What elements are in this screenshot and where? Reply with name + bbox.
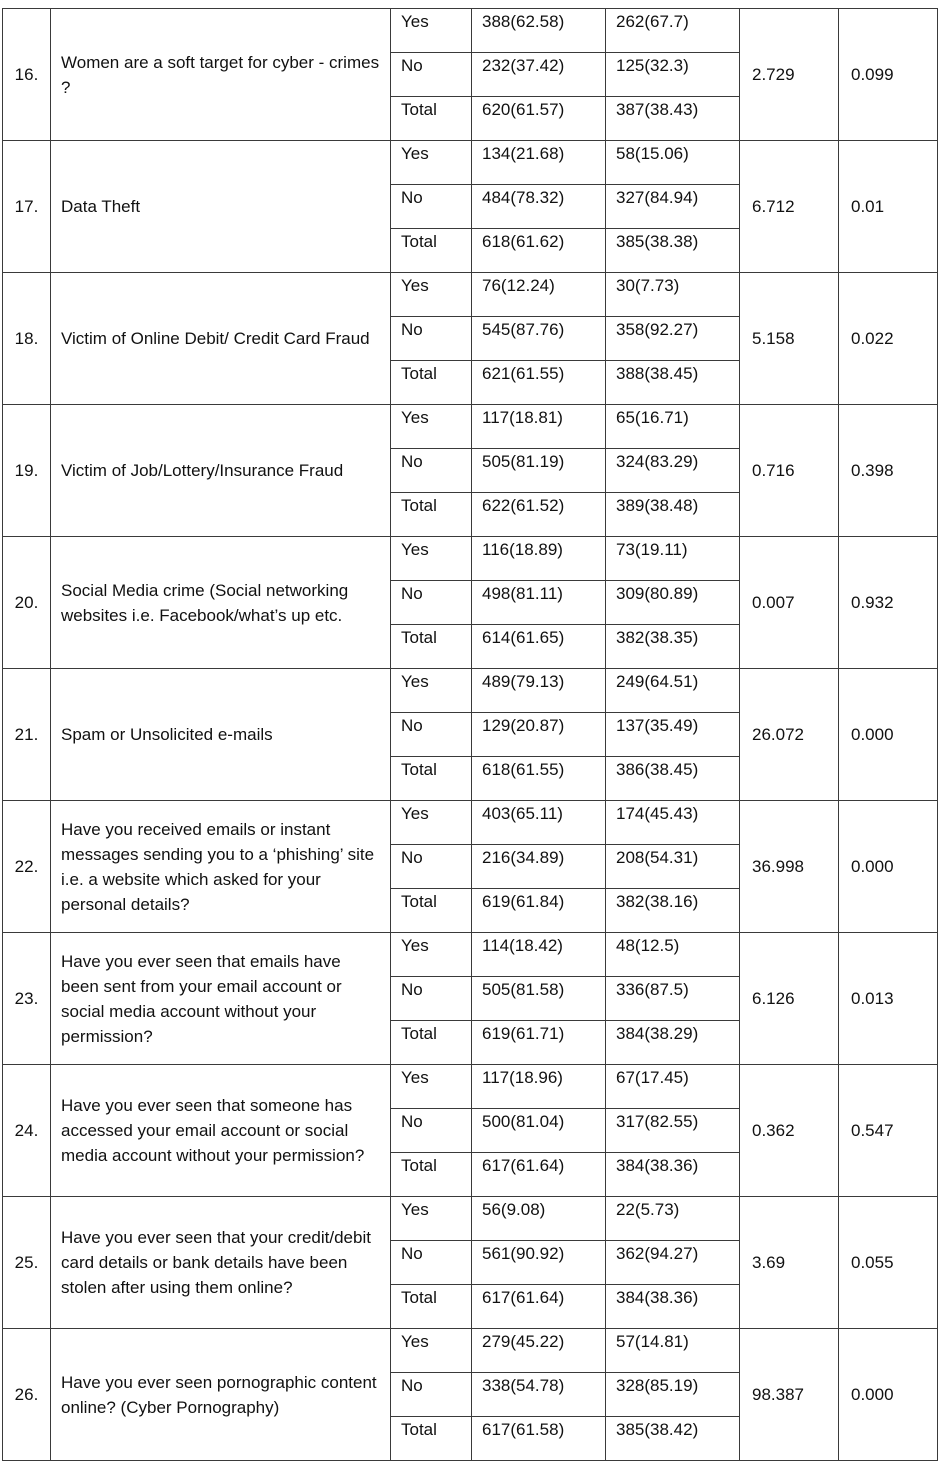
group-1-value: 621(61.55) <box>472 361 606 405</box>
group-2-value: 386(38.45) <box>606 757 740 801</box>
group-2-value: 327(84.94) <box>606 185 740 229</box>
group-2-value: 48(12.5) <box>606 933 740 977</box>
question-text: Have you received emails or instant messages sending you to a ‘phishing’ site i.e. a website which asked for your personal details? <box>51 801 391 933</box>
group-1-value: 545(87.76) <box>472 317 606 361</box>
p-value: 0.000 <box>839 801 938 933</box>
question-text: Spam or Unsolicited e-mails <box>51 669 391 801</box>
response-label: Yes <box>391 405 472 449</box>
response-label: Total <box>391 1417 472 1461</box>
response-label: No <box>391 1241 472 1285</box>
response-label: No <box>391 581 472 625</box>
p-value: 0.01 <box>839 141 938 273</box>
group-1-value: 279(45.22) <box>472 1329 606 1373</box>
chi-square-value: 2.729 <box>740 9 839 141</box>
question-number: 18. <box>3 273 51 405</box>
group-1-value: 338(54.78) <box>472 1373 606 1417</box>
group-1-value: 56(9.08) <box>472 1197 606 1241</box>
table-row <box>3 669 938 713</box>
group-2-value: 22(5.73) <box>606 1197 740 1241</box>
question-text: Victim of Job/Lottery/Insurance Fraud <box>51 405 391 537</box>
response-label: Yes <box>391 273 472 317</box>
group-2-value: 385(38.38) <box>606 229 740 273</box>
response-label: No <box>391 713 472 757</box>
group-1-value: 116(18.89) <box>472 537 606 581</box>
group-1-value: 500(81.04) <box>472 1109 606 1153</box>
group-2-value: 125(32.3) <box>606 53 740 97</box>
group-2-value: 262(67.7) <box>606 9 740 53</box>
response-label: Total <box>391 493 472 537</box>
group-2-value: 67(17.45) <box>606 1065 740 1109</box>
group-2-value: 328(85.19) <box>606 1373 740 1417</box>
group-2-value: 387(38.43) <box>606 97 740 141</box>
group-2-value: 358(92.27) <box>606 317 740 361</box>
table-row <box>3 537 938 581</box>
response-label: No <box>391 53 472 97</box>
question-text: Women are a soft target for cyber - crimes ? <box>51 9 391 141</box>
response-label: Yes <box>391 9 472 53</box>
response-label: Yes <box>391 933 472 977</box>
chi-square-value: 6.126 <box>740 933 839 1065</box>
response-label: No <box>391 317 472 361</box>
group-2-value: 317(82.55) <box>606 1109 740 1153</box>
table-row <box>3 801 938 845</box>
group-1-value: 617(61.64) <box>472 1285 606 1329</box>
group-1-value: 232(37.42) <box>472 53 606 97</box>
table-row <box>3 9 938 53</box>
response-label: No <box>391 449 472 493</box>
table-row <box>3 405 938 449</box>
response-label: Total <box>391 625 472 669</box>
table-row <box>3 273 938 317</box>
group-2-value: 30(7.73) <box>606 273 740 317</box>
p-value: 0.022 <box>839 273 938 405</box>
group-2-value: 362(94.27) <box>606 1241 740 1285</box>
group-2-value: 73(19.11) <box>606 537 740 581</box>
table-row <box>3 1197 938 1241</box>
response-label: Total <box>391 1285 472 1329</box>
p-value: 0.547 <box>839 1065 938 1197</box>
group-2-value: 249(64.51) <box>606 669 740 713</box>
question-number: 23. <box>3 933 51 1065</box>
response-label: Total <box>391 889 472 933</box>
group-2-value: 385(38.42) <box>606 1417 740 1461</box>
question-number: 16. <box>3 9 51 141</box>
group-1-value: 617(61.64) <box>472 1153 606 1197</box>
p-value: 0.398 <box>839 405 938 537</box>
chi-square-value: 98.387 <box>740 1329 839 1461</box>
response-label: No <box>391 1109 472 1153</box>
group-1-value: 114(18.42) <box>472 933 606 977</box>
response-label: Total <box>391 1021 472 1065</box>
question-number: 20. <box>3 537 51 669</box>
p-value: 0.000 <box>839 669 938 801</box>
group-1-value: 498(81.11) <box>472 581 606 625</box>
table-row <box>3 933 938 977</box>
group-2-value: 382(38.16) <box>606 889 740 933</box>
p-value: 0.932 <box>839 537 938 669</box>
group-1-value: 505(81.58) <box>472 977 606 1021</box>
group-2-value: 384(38.36) <box>606 1153 740 1197</box>
group-1-value: 484(78.32) <box>472 185 606 229</box>
chi-square-value: 26.072 <box>740 669 839 801</box>
chi-square-value: 36.998 <box>740 801 839 933</box>
group-2-value: 208(54.31) <box>606 845 740 889</box>
group-2-value: 336(87.5) <box>606 977 740 1021</box>
group-2-value: 65(16.71) <box>606 405 740 449</box>
group-2-value: 382(38.35) <box>606 625 740 669</box>
table-row <box>3 141 938 185</box>
group-1-value: 618(61.62) <box>472 229 606 273</box>
question-text: Have you ever seen that emails have been sent from your email account or social media account without your permission? <box>51 933 391 1065</box>
group-1-value: 561(90.92) <box>472 1241 606 1285</box>
group-2-value: 384(38.29) <box>606 1021 740 1065</box>
group-2-value: 58(15.06) <box>606 141 740 185</box>
table-row <box>3 1329 938 1373</box>
response-label: No <box>391 977 472 1021</box>
group-2-value: 389(38.48) <box>606 493 740 537</box>
response-label: No <box>391 1373 472 1417</box>
question-text: Social Media crime (Social networking websites i.e. Facebook/what’s up etc. <box>51 537 391 669</box>
p-value: 0.099 <box>839 9 938 141</box>
response-label: Yes <box>391 1065 472 1109</box>
response-label: Total <box>391 229 472 273</box>
question-number: 24. <box>3 1065 51 1197</box>
chi-square-value: 0.716 <box>740 405 839 537</box>
response-label: Yes <box>391 669 472 713</box>
chi-square-value: 6.712 <box>740 141 839 273</box>
group-1-value: 622(61.52) <box>472 493 606 537</box>
response-label: Yes <box>391 537 472 581</box>
question-text: Have you ever seen that someone has accessed your email account or social media account without your permission? <box>51 1065 391 1197</box>
group-2-value: 57(14.81) <box>606 1329 740 1373</box>
group-1-value: 620(61.57) <box>472 97 606 141</box>
question-text: Victim of Online Debit/ Credit Card Fraud <box>51 273 391 405</box>
response-label: Total <box>391 97 472 141</box>
group-2-value: 324(83.29) <box>606 449 740 493</box>
p-value: 0.013 <box>839 933 938 1065</box>
data-table <box>2 8 938 1461</box>
group-1-value: 614(61.65) <box>472 625 606 669</box>
chi-square-value: 3.69 <box>740 1197 839 1329</box>
response-label: Yes <box>391 141 472 185</box>
group-2-value: 388(38.45) <box>606 361 740 405</box>
group-1-value: 619(61.84) <box>472 889 606 933</box>
response-label: Yes <box>391 1197 472 1241</box>
question-number: 26. <box>3 1329 51 1461</box>
p-value: 0.055 <box>839 1197 938 1329</box>
question-number: 22. <box>3 801 51 933</box>
group-1-value: 134(21.68) <box>472 141 606 185</box>
question-text: Data Theft <box>51 141 391 273</box>
group-2-value: 137(35.49) <box>606 713 740 757</box>
response-label: No <box>391 845 472 889</box>
p-value: 0.000 <box>839 1329 938 1461</box>
question-text: Have you ever seen that your credit/debit card details or bank details have been stolen after using them online? <box>51 1197 391 1329</box>
response-label: Total <box>391 361 472 405</box>
group-1-value: 388(62.58) <box>472 9 606 53</box>
question-text: Have you ever seen pornographic content online? (Cyber Pornography) <box>51 1329 391 1461</box>
response-label: Total <box>391 757 472 801</box>
group-1-value: 489(79.13) <box>472 669 606 713</box>
group-1-value: 618(61.55) <box>472 757 606 801</box>
chi-square-value: 0.007 <box>740 537 839 669</box>
group-2-value: 384(38.36) <box>606 1285 740 1329</box>
question-number: 19. <box>3 405 51 537</box>
table-row <box>3 1065 938 1109</box>
group-1-value: 117(18.96) <box>472 1065 606 1109</box>
response-label: Yes <box>391 801 472 845</box>
group-1-value: 76(12.24) <box>472 273 606 317</box>
chi-square-value: 5.158 <box>740 273 839 405</box>
group-2-value: 174(45.43) <box>606 801 740 845</box>
group-1-value: 216(34.89) <box>472 845 606 889</box>
group-1-value: 403(65.11) <box>472 801 606 845</box>
question-number: 17. <box>3 141 51 273</box>
group-1-value: 117(18.81) <box>472 405 606 449</box>
group-1-value: 617(61.58) <box>472 1417 606 1461</box>
response-label: Yes <box>391 1329 472 1373</box>
question-number: 25. <box>3 1197 51 1329</box>
group-1-value: 619(61.71) <box>472 1021 606 1065</box>
group-1-value: 505(81.19) <box>472 449 606 493</box>
response-label: No <box>391 185 472 229</box>
group-1-value: 129(20.87) <box>472 713 606 757</box>
chi-square-value: 0.362 <box>740 1065 839 1197</box>
question-number: 21. <box>3 669 51 801</box>
response-label: Total <box>391 1153 472 1197</box>
group-2-value: 309(80.89) <box>606 581 740 625</box>
